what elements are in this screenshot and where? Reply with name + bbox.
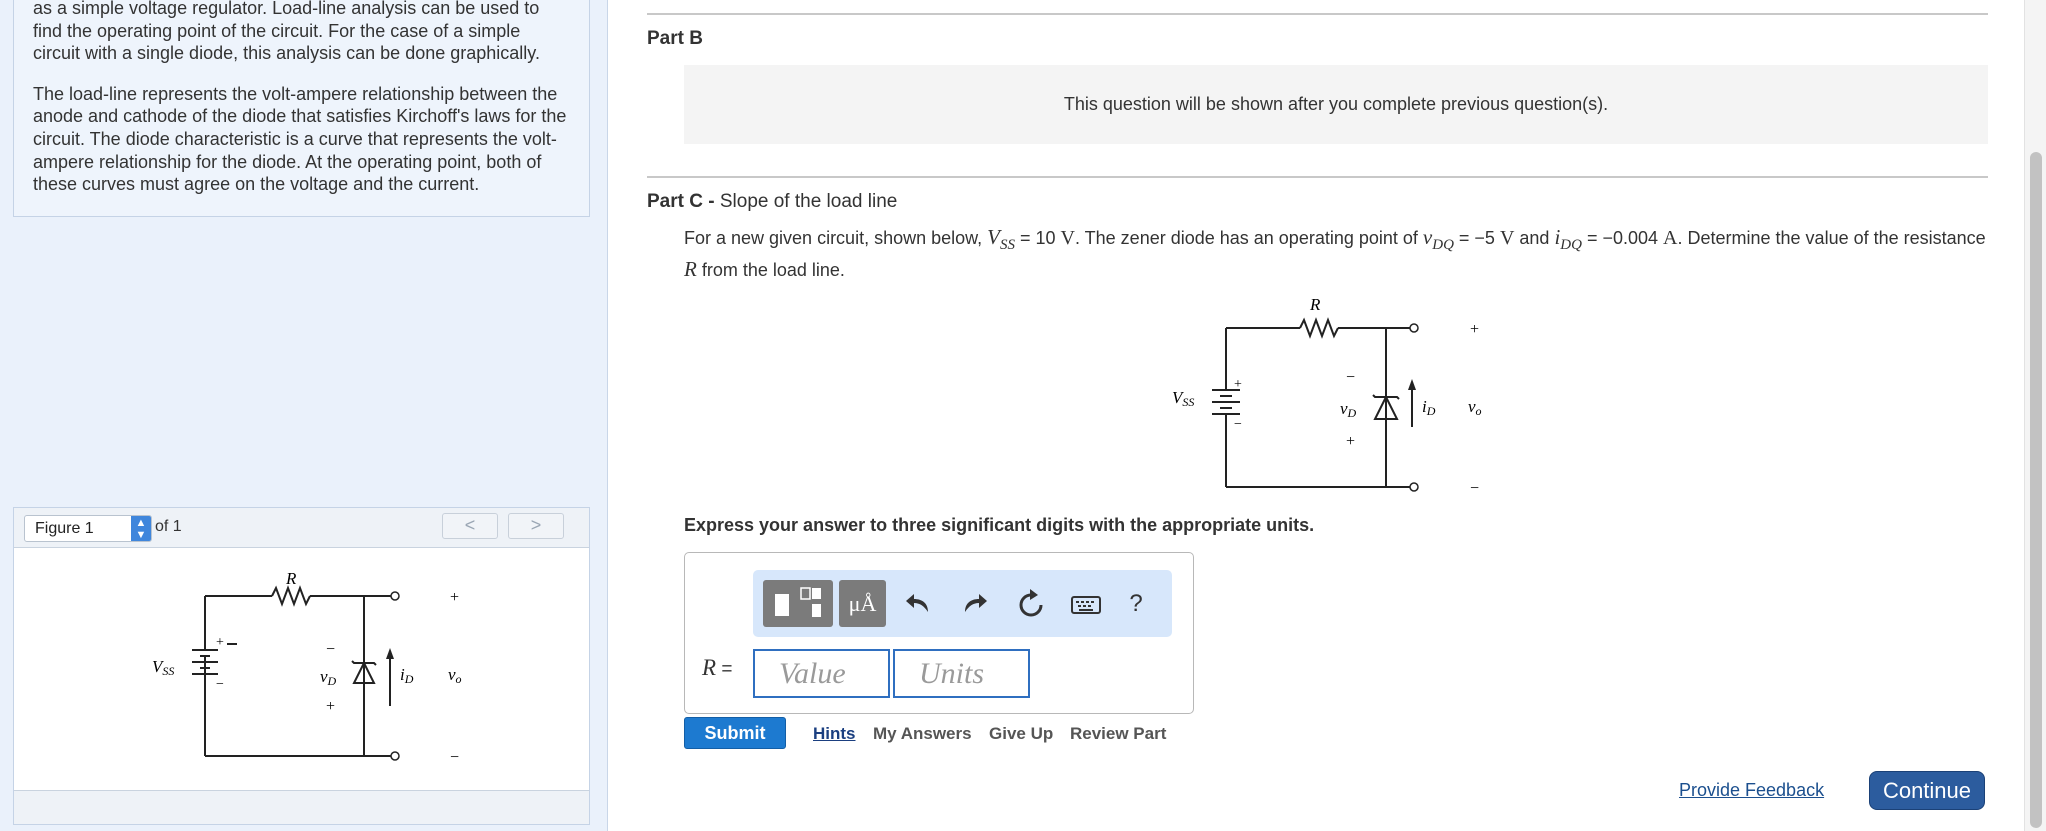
part-b-locked-message: This question will be shown after you complete previous question(s). xyxy=(1063,94,1609,114)
svg-text:+: + xyxy=(1234,377,1242,392)
select-arrows-icon: ▲ ▼ xyxy=(131,516,151,541)
svg-text:iD: iD xyxy=(400,665,414,686)
answer-instruction: Express your answer to three significant digits with the appropriate units. xyxy=(684,515,1315,535)
review-part-link[interactable]: Review Part xyxy=(1070,724,1167,743)
svg-text:−: − xyxy=(1234,417,1242,432)
hints-link[interactable]: Hints xyxy=(813,724,856,743)
label-id: i xyxy=(400,665,405,684)
svg-text:vD: vD xyxy=(1340,399,1357,420)
figure-select[interactable] xyxy=(24,515,152,542)
current-arrow-icon-big xyxy=(1408,379,1416,390)
templates-button[interactable] xyxy=(763,580,833,627)
continue-button[interactable]: Continue xyxy=(1869,771,1985,810)
svg-text:−: − xyxy=(1470,480,1480,497)
part-c-subtitle: Slope of the load line xyxy=(719,191,898,212)
label-vss: V xyxy=(152,657,163,676)
submit-button[interactable]: Submit xyxy=(684,717,786,749)
output-terminal-top xyxy=(391,592,399,600)
svg-text:iD: iD xyxy=(1422,397,1436,418)
part-c-title: Part C - Slope of the load line xyxy=(647,191,898,212)
answer-variable-label: R = xyxy=(702,655,733,680)
figure-circuit-diagram xyxy=(132,566,472,786)
undo-icon[interactable] xyxy=(902,588,936,620)
figure-panel xyxy=(13,507,590,825)
svg-text:+: + xyxy=(326,698,336,715)
value-input[interactable] xyxy=(753,649,890,698)
svg-text:+: + xyxy=(1470,321,1480,338)
units-button[interactable]: μÅ xyxy=(839,580,886,627)
part-b-title: Part B xyxy=(647,28,703,49)
figure-footer xyxy=(14,790,589,824)
output-terminal-bottom-big xyxy=(1410,483,1418,491)
provide-feedback-link[interactable]: Provide Feedback xyxy=(1679,780,1825,800)
label-vd: v xyxy=(320,667,328,686)
svg-text:−: − xyxy=(450,749,460,766)
output-terminal-bottom xyxy=(391,752,399,760)
svg-text:VSS: VSS xyxy=(1172,388,1195,409)
intro-text-box xyxy=(13,0,590,217)
my-answers-link[interactable]: My Answers xyxy=(873,724,972,743)
resistor-zigzag-big xyxy=(1300,320,1338,336)
part-b-locked-box xyxy=(684,65,1988,144)
figure-prev-button[interactable] xyxy=(442,513,498,539)
scrollbar-thumb[interactable] xyxy=(2030,152,2042,828)
part-c-question: For a new given circuit, shown below, $V_{SS} = 10$ V. The zener diode has an operating point of $v_{DQ} = -5$ V and $i_{DQ} = -0.004$ A. Determine the value of the resistance R from the load line. xyxy=(684,225,1986,282)
svg-text:+: + xyxy=(450,589,460,606)
chevron-right-icon: > xyxy=(530,515,542,535)
math-toolbar xyxy=(753,570,1172,637)
svg-text:−: − xyxy=(326,641,336,658)
svg-text:R: R xyxy=(1310,295,1321,314)
templates-icon xyxy=(763,580,833,627)
give-up-link[interactable]: Give Up xyxy=(989,724,1054,743)
figure-toolbar xyxy=(14,508,589,548)
divider-part-c xyxy=(647,176,1988,178)
resistor-zigzag xyxy=(272,588,310,604)
scrollbar[interactable] xyxy=(2024,0,2046,831)
current-arrow-icon xyxy=(386,648,394,659)
intro-paragraph-2: The load-line represents the volt-ampere relationship between the anode and cathode of the diode that satisfies Kirchoff's laws for the circuit. The diode characteristic is a curve that represents the volt-ampere relationship for the diode. At the operating point, both of these curves must agree on the voltage and the current. xyxy=(33,83,567,195)
figure-next-button[interactable] xyxy=(508,513,564,539)
figure-count: of 1 xyxy=(155,518,182,535)
chevron-left-icon: < xyxy=(464,515,476,535)
keyboard-icon[interactable] xyxy=(1069,588,1103,620)
left-pane xyxy=(0,0,608,831)
svg-text:vo: vo xyxy=(448,665,462,686)
answer-box xyxy=(684,552,1194,714)
svg-text:−: − xyxy=(216,677,224,692)
reset-icon[interactable] xyxy=(1014,588,1048,620)
redo-icon[interactable] xyxy=(957,588,991,620)
svg-text:vD: vD xyxy=(320,667,337,688)
label-r: R xyxy=(286,569,297,588)
svg-text:+: + xyxy=(216,635,224,650)
figure-select-value: Figure 1 xyxy=(35,520,94,537)
output-terminal-top-big xyxy=(1410,324,1418,332)
svg-text:VSS: VSS xyxy=(152,657,175,678)
svg-text:vo: vo xyxy=(1468,397,1482,418)
help-icon[interactable]: ? xyxy=(1129,590,1143,617)
svg-text:+: + xyxy=(1346,433,1356,450)
svg-text:−: − xyxy=(1346,369,1356,386)
intro-paragraph-1: as a simple voltage regulator. Load-line analysis can be used to find the operating point of the circuit. For the case of a simple circuit with a single diode, this analysis can be done graphically. xyxy=(33,0,540,64)
label-vo: v xyxy=(448,665,456,684)
divider-top xyxy=(647,13,1988,15)
units-input[interactable] xyxy=(893,649,1030,698)
question-circuit-diagram xyxy=(1168,290,1508,500)
